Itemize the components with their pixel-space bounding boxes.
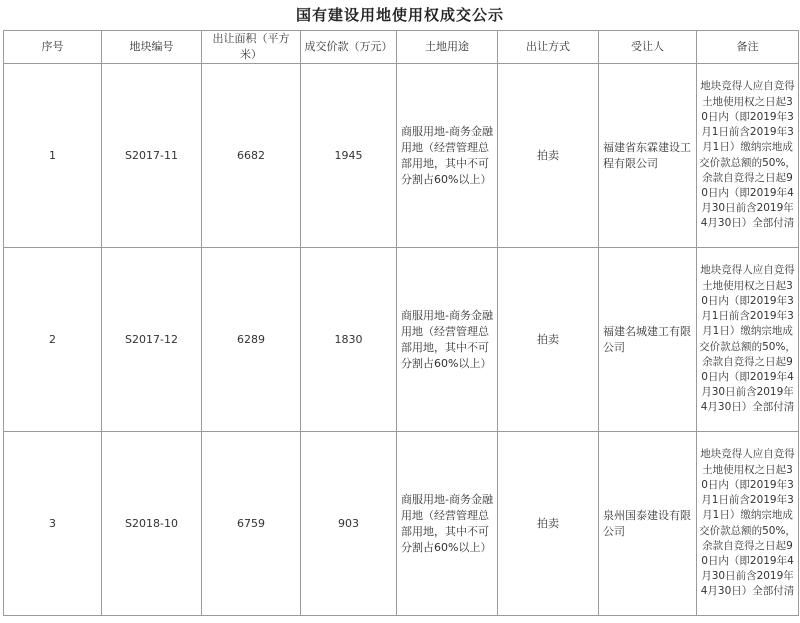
cell-buyer: 福建省东霖建设工程有限公司 [599,64,697,248]
cell-remarks: 地块竞得人应自竞得土地使用权之日起30日内（即2019年3月1日前含2019年3月1日）缴纳宗地成交价款总额的50%，余款自竞得之日起90日内（即2019年4月30日前含2019年4月30日）全部付清 [697,432,799,616]
header-land-use: 土地用途 [397,31,498,64]
cell-area: 6682 [202,64,301,248]
header-transfer-method: 出让方式 [498,31,599,64]
cell-plot-code: S2017-12 [102,248,202,432]
cell-serial-no: 2 [4,248,102,432]
cell-transfer-method: 拍卖 [498,64,599,248]
cell-transfer-method: 拍卖 [498,248,599,432]
cell-buyer: 福建名城建工有限公司 [599,248,697,432]
cell-land-use: 商服用地-商务金融用地（经营管理总部用地，其中不可分割占60%以上） [397,248,498,432]
cell-price: 1830 [301,248,397,432]
cell-land-use: 商服用地-商务金融用地（经营管理总部用地，其中不可分割占60%以上） [397,64,498,248]
land-transaction-table [3,30,799,616]
cell-transfer-method: 拍卖 [498,432,599,616]
table-row [4,432,799,616]
table-row [4,64,799,248]
document-title: 国有建设用地使用权成交公示 [295,6,504,24]
cell-plot-code: S2018-10 [102,432,202,616]
header-plot-code: 地块编号 [102,31,202,64]
table-row [4,248,799,432]
cell-remarks: 地块竞得人应自竞得土地使用权之日起30日内（即2019年3月1日前含2019年3月1日）缴纳宗地成交价款总额的50%，余款自竞得之日起90日内（即2019年4月30日前含2019年4月30日）全部付清 [697,248,799,432]
header-remarks: 备注 [697,31,799,64]
cell-area: 6759 [202,432,301,616]
cell-price: 903 [301,432,397,616]
cell-area: 6289 [202,248,301,432]
cell-land-use: 商服用地-商务金融用地（经营管理总部用地，其中不可分割占60%以上） [397,432,498,616]
cell-buyer: 泉州国泰建设有限公司 [599,432,697,616]
cell-plot-code: S2017-11 [102,64,202,248]
header-buyer: 受让人 [599,31,697,64]
header-area: 出让面积（平方米） [202,31,301,64]
table-header-row [4,31,799,64]
cell-serial-no: 3 [4,432,102,616]
cell-price: 1945 [301,64,397,248]
header-serial-no: 序号 [4,31,102,64]
cell-serial-no: 1 [4,64,102,248]
header-price: 成交价款（万元） [301,31,397,64]
cell-remarks: 地块竞得人应自竞得土地使用权之日起30日内（即2019年3月1日前含2019年3月1日）缴纳宗地成交价款总额的50%，余款自竞得之日起90日内（即2019年4月30日前含2019年4月30日）全部付清 [697,64,799,248]
